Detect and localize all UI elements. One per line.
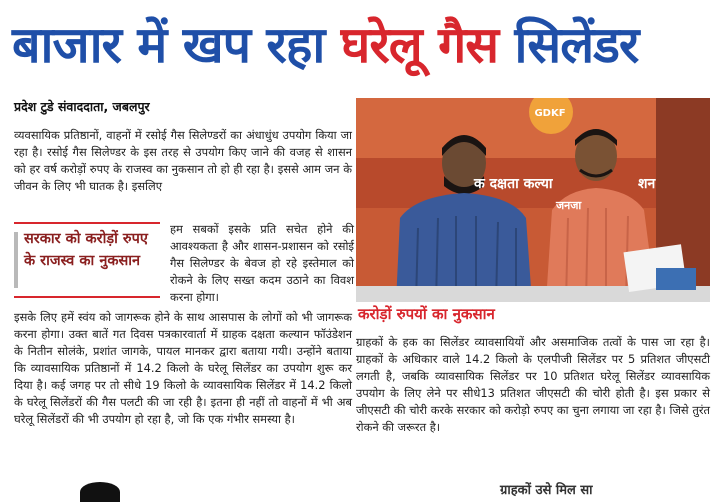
banner-text: क दक्षता कल्या — [474, 176, 553, 192]
banner-sub-text: जनजा — [556, 199, 582, 212]
pull-quote — [14, 222, 160, 298]
pull-quote-bar — [14, 232, 18, 288]
pull-quote-text: सरकार को करोड़ों रुपए के राजस्व का नुकसान — [24, 231, 148, 269]
article-paragraph-1: व्यवसायिक प्रतिष्ठानों, वाहनों में रसोई गैस सिलेण्डरों का अंधाधुंध उपयोग किया जा रहा है। रसोई गैस सिलेण्डर के इस तरह से उपयोग किए जाने की वजह से शासन को हर वर्ष करोड़ों रुपए के राजस्व का नुकसान तो हो ही रहा है। इससे आम जन के जीवन के लिए भी घातक है। इसलिए — [14, 128, 352, 193]
banner-logo: GDKF — [534, 108, 566, 119]
photo-caption — [356, 303, 710, 327]
headline — [12, 6, 712, 84]
clipped-graphic — [80, 482, 120, 502]
article-paragraph-2: हम सबकों इसके प्रति सचेत होने की आवश्यकता है और शासन-प्रशासन को रसोई गैस सिलेण्डर के बेवज हो रहे इस्तेमाल को रोकने के लिए सख्त कदम उठाने का विवश करना होगा। — [170, 222, 354, 304]
article-paragraph-4: ग्राहकों के हक का सिलेंडर व्यावसायियों और असमाजिक तत्वों के पास जा रहा है। ग्राहकों के अधिकार वाले 14.2 किलो के एलपीजी सिलेंडर पर 5 प्रतिशत जीएसटी लगती है, जबकि व्यावसायिक सिलेंडर पर 10 प्रतिशत घरेलू सिलेंडर व्यावसायिक उपयोग के लिए लेने पर सीधे13 प्रतिशत जीएसटी की चोरी होती है। इस प्रकार से जीएसटी की चोरी करके सरकार को करोड़ो रुपए का चुना लगाया जा रहा है। जिसे तुरंत रोकने की जरूरत है। — [356, 335, 710, 434]
photo-caption-text: करोड़ों रुपयों का नुकसान — [358, 305, 495, 323]
banner-text-2: शन — [638, 176, 656, 192]
headline-part-3: सिलेंडर — [514, 16, 639, 74]
headline-part-1: बाजार में खप रहा — [12, 16, 325, 74]
next-headline-fragment: ग्राहकों उसे मिल सा — [500, 483, 593, 498]
article-paragraph-3: इसके लिए हमें स्वंय को जागरूक होने के साथ आसपास के लोगों को भी जागरूक करना होगा। उक्त बातें गत दिवस पत्रकारवार्ता में ग्राहक दक्षता कल्यान फॉउंडेशन के नितीन सोलंके, प्रशांत जागके, पायल मानकर द्वारा बताया गयी। उन्होंने बताया कि व्यावसायिक प्रतिष्ठानों में 14.2 किलो के घरेलू सिलेंडर का उपयोग शुरू कर दिया है। कई जगह पर तो सीधे 19 किलो के व्यावसायिक सिलेंडर में 14.2 किलो के घरेलू सिलेंडरों की गैस पलटी की जा रही है। इतना ही नहीं तो वाहनों में भी अब घरेलू सिलेंडरों की भी उपयोग हो रहा है, जो कि एक गंभीर समस्या है। — [14, 310, 352, 426]
press-conference-photo — [356, 98, 710, 302]
headline-part-2: घरेलू गैस — [340, 16, 499, 74]
byline: प्रदेश टुडे संवाददाता, जबलपुर — [14, 99, 150, 114]
